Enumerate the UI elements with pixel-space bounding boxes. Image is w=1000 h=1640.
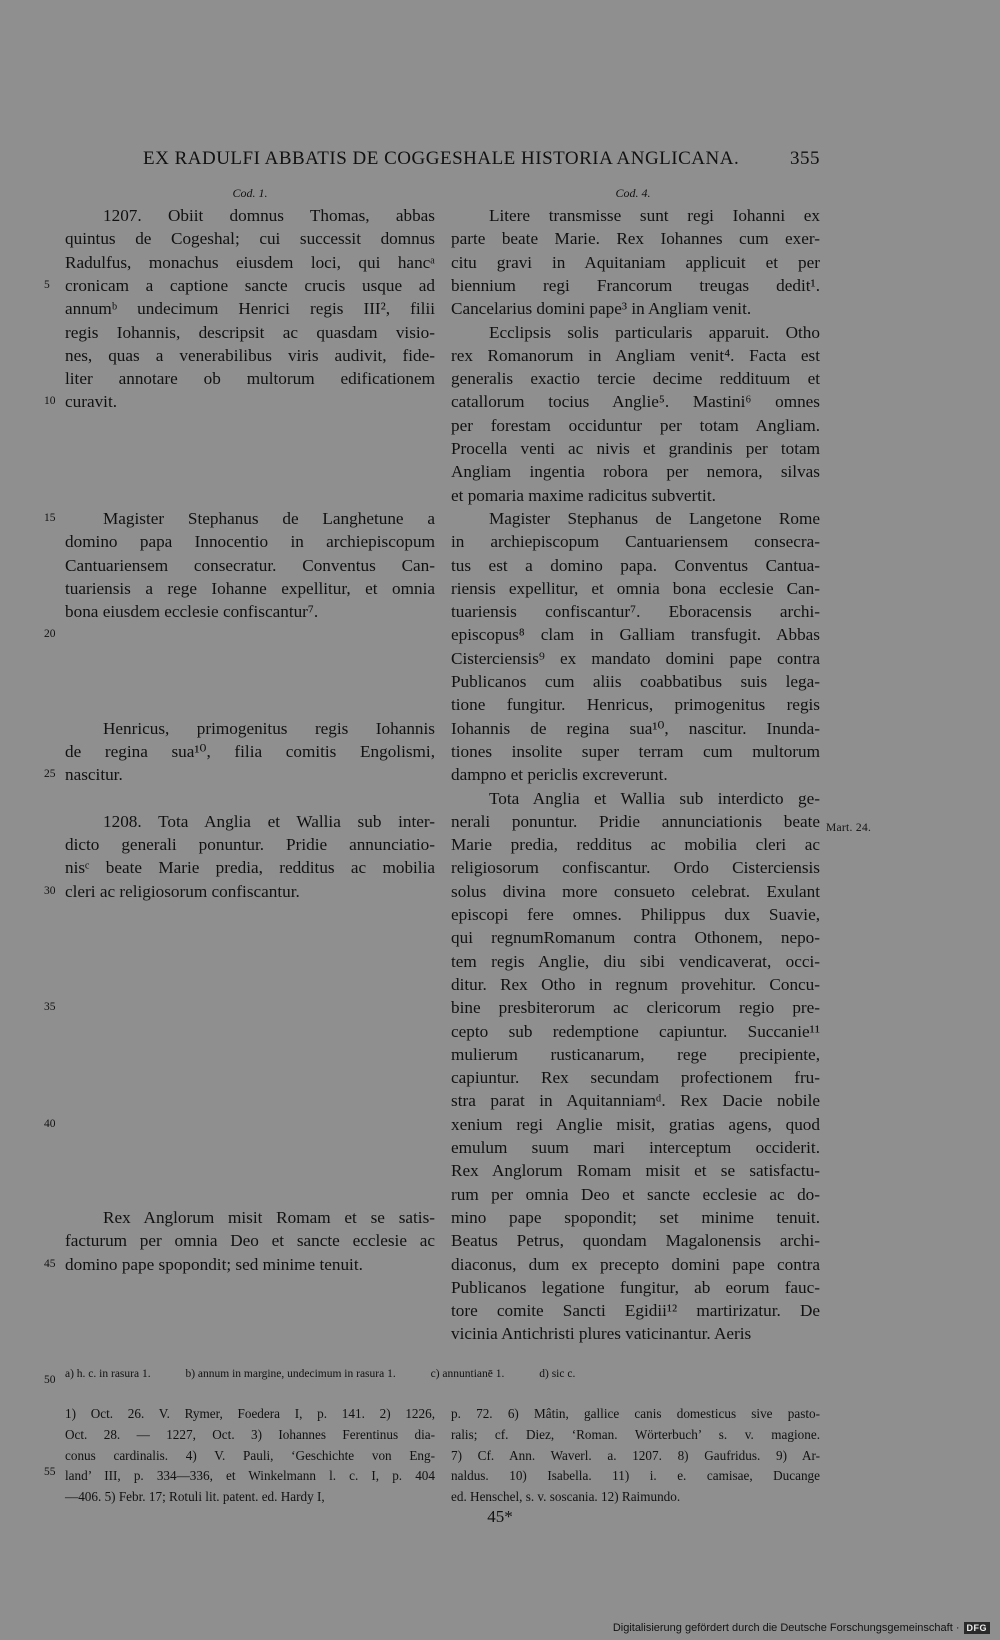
text-line xyxy=(65,1089,435,1112)
text-line: stra parat in Aquitanniamᵈ. Rex Dacie nobile xyxy=(451,1091,820,1111)
text-line: parte beate Marie. Rex Iohannes cum exer- xyxy=(451,229,820,249)
text-line: annumᵇ undecimum Henrici regis III², filii xyxy=(65,299,435,319)
text-line: Publicanos legatione fungitur, ab eorum fauc- xyxy=(451,1277,820,1297)
footnote-line: —406. 5) Febr. 17; Rotuli lit. patent. ed. Hardy I, xyxy=(65,1489,325,1505)
text-line: catallorum tocius Anglie⁵. Mastini⁶ omnes xyxy=(451,392,820,412)
text-line: Marie predia, redditus ac mobilia cleri ac xyxy=(451,835,820,855)
footnote-line: Oct. 28. — 1227, Oct. 3) Iohannes Ferentinus dia- xyxy=(65,1426,435,1442)
text-line xyxy=(65,787,435,810)
text-line: xenium regi Anglie misit, gratias agens, quod xyxy=(451,1114,820,1134)
text-line: Litere transmisse sunt regi Iohanni ex xyxy=(489,206,820,225)
text-line xyxy=(65,1159,435,1182)
text-line: Procella venti ac nivis et grandinis per totam xyxy=(451,439,820,458)
text-line: Cisterciensis⁹ ex mandato domini pape contra xyxy=(451,648,820,668)
line-number: 25 xyxy=(44,768,56,781)
text-line: 1207. Obiit domnus Thomas, abbas xyxy=(103,206,435,225)
text-line: religiosorum confiscantur. Ordo Cisterciensis xyxy=(451,858,820,878)
text-line: per forestam occiduntur per totam Angliam. xyxy=(451,415,820,435)
text-line xyxy=(65,484,435,507)
text-line: tus est a domino papa. Conventus Cantua- xyxy=(451,555,820,575)
text-line: 1208. Tota Anglia et Wallia sub inter- xyxy=(103,811,435,831)
text-line: Rex Anglorum misit Romam et se satis- xyxy=(103,1207,435,1227)
text-line xyxy=(65,973,435,996)
footnote-line: land’ III, p. 334—336, et Winkelmann l. c. I, p. 404 xyxy=(65,1468,435,1484)
text-line: regis Iohannis, descripsit ac quasdam visio- xyxy=(65,322,435,342)
text-line: nerali ponuntur. Pridie annunciationis beate xyxy=(451,811,820,831)
text-line xyxy=(65,623,435,646)
page-number: 355 xyxy=(790,148,820,169)
text-line: in archiepiscopum Cantuariensem consecra- xyxy=(451,532,820,552)
text-line xyxy=(65,903,435,926)
text-line xyxy=(65,950,435,973)
footnote-line: 7) Cf. Ann. Waverl. a. 1207. 8) Gaufridus. 9) Ar- xyxy=(451,1447,820,1463)
text-line: nes, quas a venerabilibus viris audivit, fide- xyxy=(65,345,435,365)
line-number: 15 xyxy=(44,511,56,524)
text-line: curavit. xyxy=(65,392,118,412)
text-line: tiones insolite super terram cum multorum xyxy=(451,741,820,761)
text-line: tem regis Anglie, diu sibi vendicaverat, occi- xyxy=(451,951,820,971)
text-line: tore comite Sancti Egidii¹² martirizatur. De xyxy=(451,1301,820,1321)
text-line xyxy=(65,414,435,437)
footnote-line: ed. Henschel, s. v. soscania. 12) Raimundo. xyxy=(451,1489,681,1505)
footnotes-left xyxy=(65,1404,435,1508)
text-line: mulierum rusticanarum, rege precipiente, xyxy=(451,1044,820,1064)
text-line: Henricus, primogenitus regis Iohannis xyxy=(103,718,435,738)
text-line xyxy=(65,1043,435,1066)
text-line: Magister Stephanus de Langetone Rome xyxy=(489,508,820,528)
text-line: citu gravi in Aquitaniam applicuit et per xyxy=(451,252,820,272)
text-line: bine presbiterorum ac clericorum regio pre- xyxy=(451,998,820,1018)
margin-date-note: Mart. 24. xyxy=(826,822,872,834)
text-line: diaconus, dum ex precepto domini pape contra xyxy=(451,1254,820,1274)
right-codex-label: Cod. 4. xyxy=(615,186,651,200)
text-line: capiuntur. Rex secundam profectionem fru- xyxy=(451,1068,820,1088)
text-line: et pomaria maxime radicitus subvertit. xyxy=(451,485,716,505)
digitization-credit xyxy=(613,1622,990,1634)
text-line xyxy=(65,996,435,1019)
footnote-line: naldus. 10) Isabella. 11) i. e. camisae, Ducange xyxy=(451,1468,820,1484)
line-number: 5 xyxy=(44,278,50,291)
text-line xyxy=(65,926,435,949)
text-line: biennium regi Francorum treugas dedit¹. xyxy=(451,275,820,295)
footnote-line: conus cardinalis. 4) V. Pauli, ‘Geschichte von Eng- xyxy=(65,1447,435,1463)
text-line: episcopus⁸ clam in Galliam transfugit. Abbas xyxy=(451,625,820,645)
text-line: domino papa Innocentio in archiepiscopum xyxy=(65,532,435,552)
text-line: rex Romanorum in Angliam venit⁴. Facta est xyxy=(451,345,820,365)
text-line: tuariensis a rege Iohanne expellitur, et omnia xyxy=(65,578,435,598)
text-line: solus divina more consueto celebrat. Exulant xyxy=(451,881,820,901)
text-line: quintus de Cogeshal; cui successit domnus xyxy=(65,229,435,249)
text-line: Radulfus, monachus eiusdem loci, qui hancᵃ xyxy=(65,252,435,272)
line-number: 45 xyxy=(44,1257,56,1270)
text-line: de regina sua¹⁰, filia comitis Engolismi, xyxy=(65,741,435,761)
text-line xyxy=(65,1066,435,1089)
text-line xyxy=(65,693,435,716)
text-line xyxy=(65,670,435,693)
text-line: generalis exactio tercie decime reddituum et xyxy=(451,369,820,389)
text-line: cronicam a captione sancte crucis usque ad xyxy=(65,275,435,295)
text-line xyxy=(65,460,435,483)
text-line xyxy=(65,1299,435,1322)
text-line: dampno et periclis excreverunt. xyxy=(451,765,668,785)
text-line: vicinia Antichristi plures vaticinantur. Aeris xyxy=(451,1324,752,1344)
text-line: tuariensis confiscantur⁷. Eboracensis archi- xyxy=(451,602,820,622)
text-line: Cantuariensem consecratur. Conventus Can- xyxy=(65,555,435,575)
text-line: facturum per omnia Deo et sancte ecclesie ac xyxy=(65,1231,435,1251)
line-number: 30 xyxy=(44,884,56,897)
text-line: cleri ac religiosorum confiscantur. xyxy=(65,881,300,901)
sheet-signature: 45* xyxy=(487,1507,513,1526)
text-line xyxy=(65,1276,435,1299)
text-line: bona eiusdem ecclesie confiscantur⁷. xyxy=(65,602,319,622)
text-line: Ecclipsis solis particularis apparuit. Otho xyxy=(489,322,820,342)
text-line: dicto generali ponuntur. Pridie annunciatio- xyxy=(65,835,435,855)
text-line: Iohannis de regina sua¹⁰, nascitur. Inunda- xyxy=(451,718,820,738)
text-line: tione fungitur. Henricus, primogenitus regis xyxy=(451,695,820,715)
text-line xyxy=(65,1183,435,1206)
textual-note: d) sic c. xyxy=(539,1368,576,1380)
line-number: 50 xyxy=(44,1374,56,1386)
text-line: riensis expellitur, et omnia bona ecclesie Can- xyxy=(451,578,820,598)
text-line: episcopi fere omnes. Philippus dux Suavie, xyxy=(451,905,820,924)
footnote-line: 1) Oct. 26. V. Rymer, Foedera I, p. 141. 2) 1226, xyxy=(65,1406,435,1421)
footnotes-right xyxy=(451,1404,820,1508)
text-line: Rex Anglorum Romam misit et se satisfactu- xyxy=(451,1161,820,1181)
text-line xyxy=(65,1113,435,1136)
text-line xyxy=(65,647,435,670)
textual-note: b) annum in margine, undecimum in rasura 1. xyxy=(185,1368,396,1380)
textual-note: c) annuntianē 1. xyxy=(430,1368,505,1380)
textual-note: a) h. c. in rasura 1. xyxy=(65,1368,151,1380)
line-number: 35 xyxy=(44,1001,56,1014)
text-line: liter annotare ob multorum edificationem xyxy=(65,369,435,389)
text-line: nascitur. xyxy=(65,765,123,785)
text-line xyxy=(65,437,435,460)
credit-text: Digitalisierung gefördert durch die Deutsche Forschungsgemeinschaft · xyxy=(612,1622,960,1634)
textual-apparatus xyxy=(65,1368,825,1380)
line-number: 55 xyxy=(44,1466,56,1478)
line-number: 20 xyxy=(44,628,56,641)
text-line: Angliam ingentia robora per nemora, silvas xyxy=(451,462,820,482)
dfg-logo: DFG xyxy=(964,1622,991,1634)
text-line: Cancelarius domini pape³ in Angliam venit. xyxy=(451,299,752,319)
text-line: Publicanos cum aliis coabbatibus suis lega- xyxy=(451,672,820,691)
text-line: rum per omnia Deo et sancte ecclesie ac do- xyxy=(451,1184,820,1204)
footnote-line: ralis; cf. Diez, ‘Roman. Wörterbuch’ s. v. magione. xyxy=(451,1426,820,1442)
text-line: domino pape spopondit; sed minime tenuit. xyxy=(65,1254,363,1274)
text-line xyxy=(65,1136,435,1159)
line-number: 40 xyxy=(44,1117,56,1130)
line-number: 10 xyxy=(44,395,56,408)
text-line: Beatus Petrus, quondam Magalonensis archi- xyxy=(451,1231,820,1251)
text-line: mino pape spopondit; set minime tenuit. xyxy=(451,1207,820,1227)
footnote-line: p. 72. 6) Mâtin, gallice canis domesticus sive pasto- xyxy=(451,1406,820,1421)
running-title: EX RADULFI ABBATIS DE COGGESHALE HISTORIA ANGLICANA. xyxy=(143,148,740,169)
text-line: nisᶜ beate Marie predia, redditus ac mobilia xyxy=(65,858,435,878)
text-line: Magister Stephanus de Langhetune a xyxy=(103,508,435,528)
text-line: qui regnumRomanum contra Othonem, nepo- xyxy=(451,928,820,948)
left-codex-label: Cod. 1. xyxy=(232,186,268,200)
text-line xyxy=(65,1020,435,1043)
text-line: Tota Anglia et Wallia sub interdicto ge- xyxy=(489,788,820,808)
text-line xyxy=(65,1322,435,1345)
text-line: cepto sub redemptione capiuntur. Succanie¹¹ xyxy=(451,1021,820,1041)
text-line xyxy=(65,1346,435,1369)
text-line: ditur. Rex Otho in regnum provehitur. Concu- xyxy=(451,974,820,994)
text-line: emulum suum mari interceptum occiderit. xyxy=(451,1138,820,1157)
